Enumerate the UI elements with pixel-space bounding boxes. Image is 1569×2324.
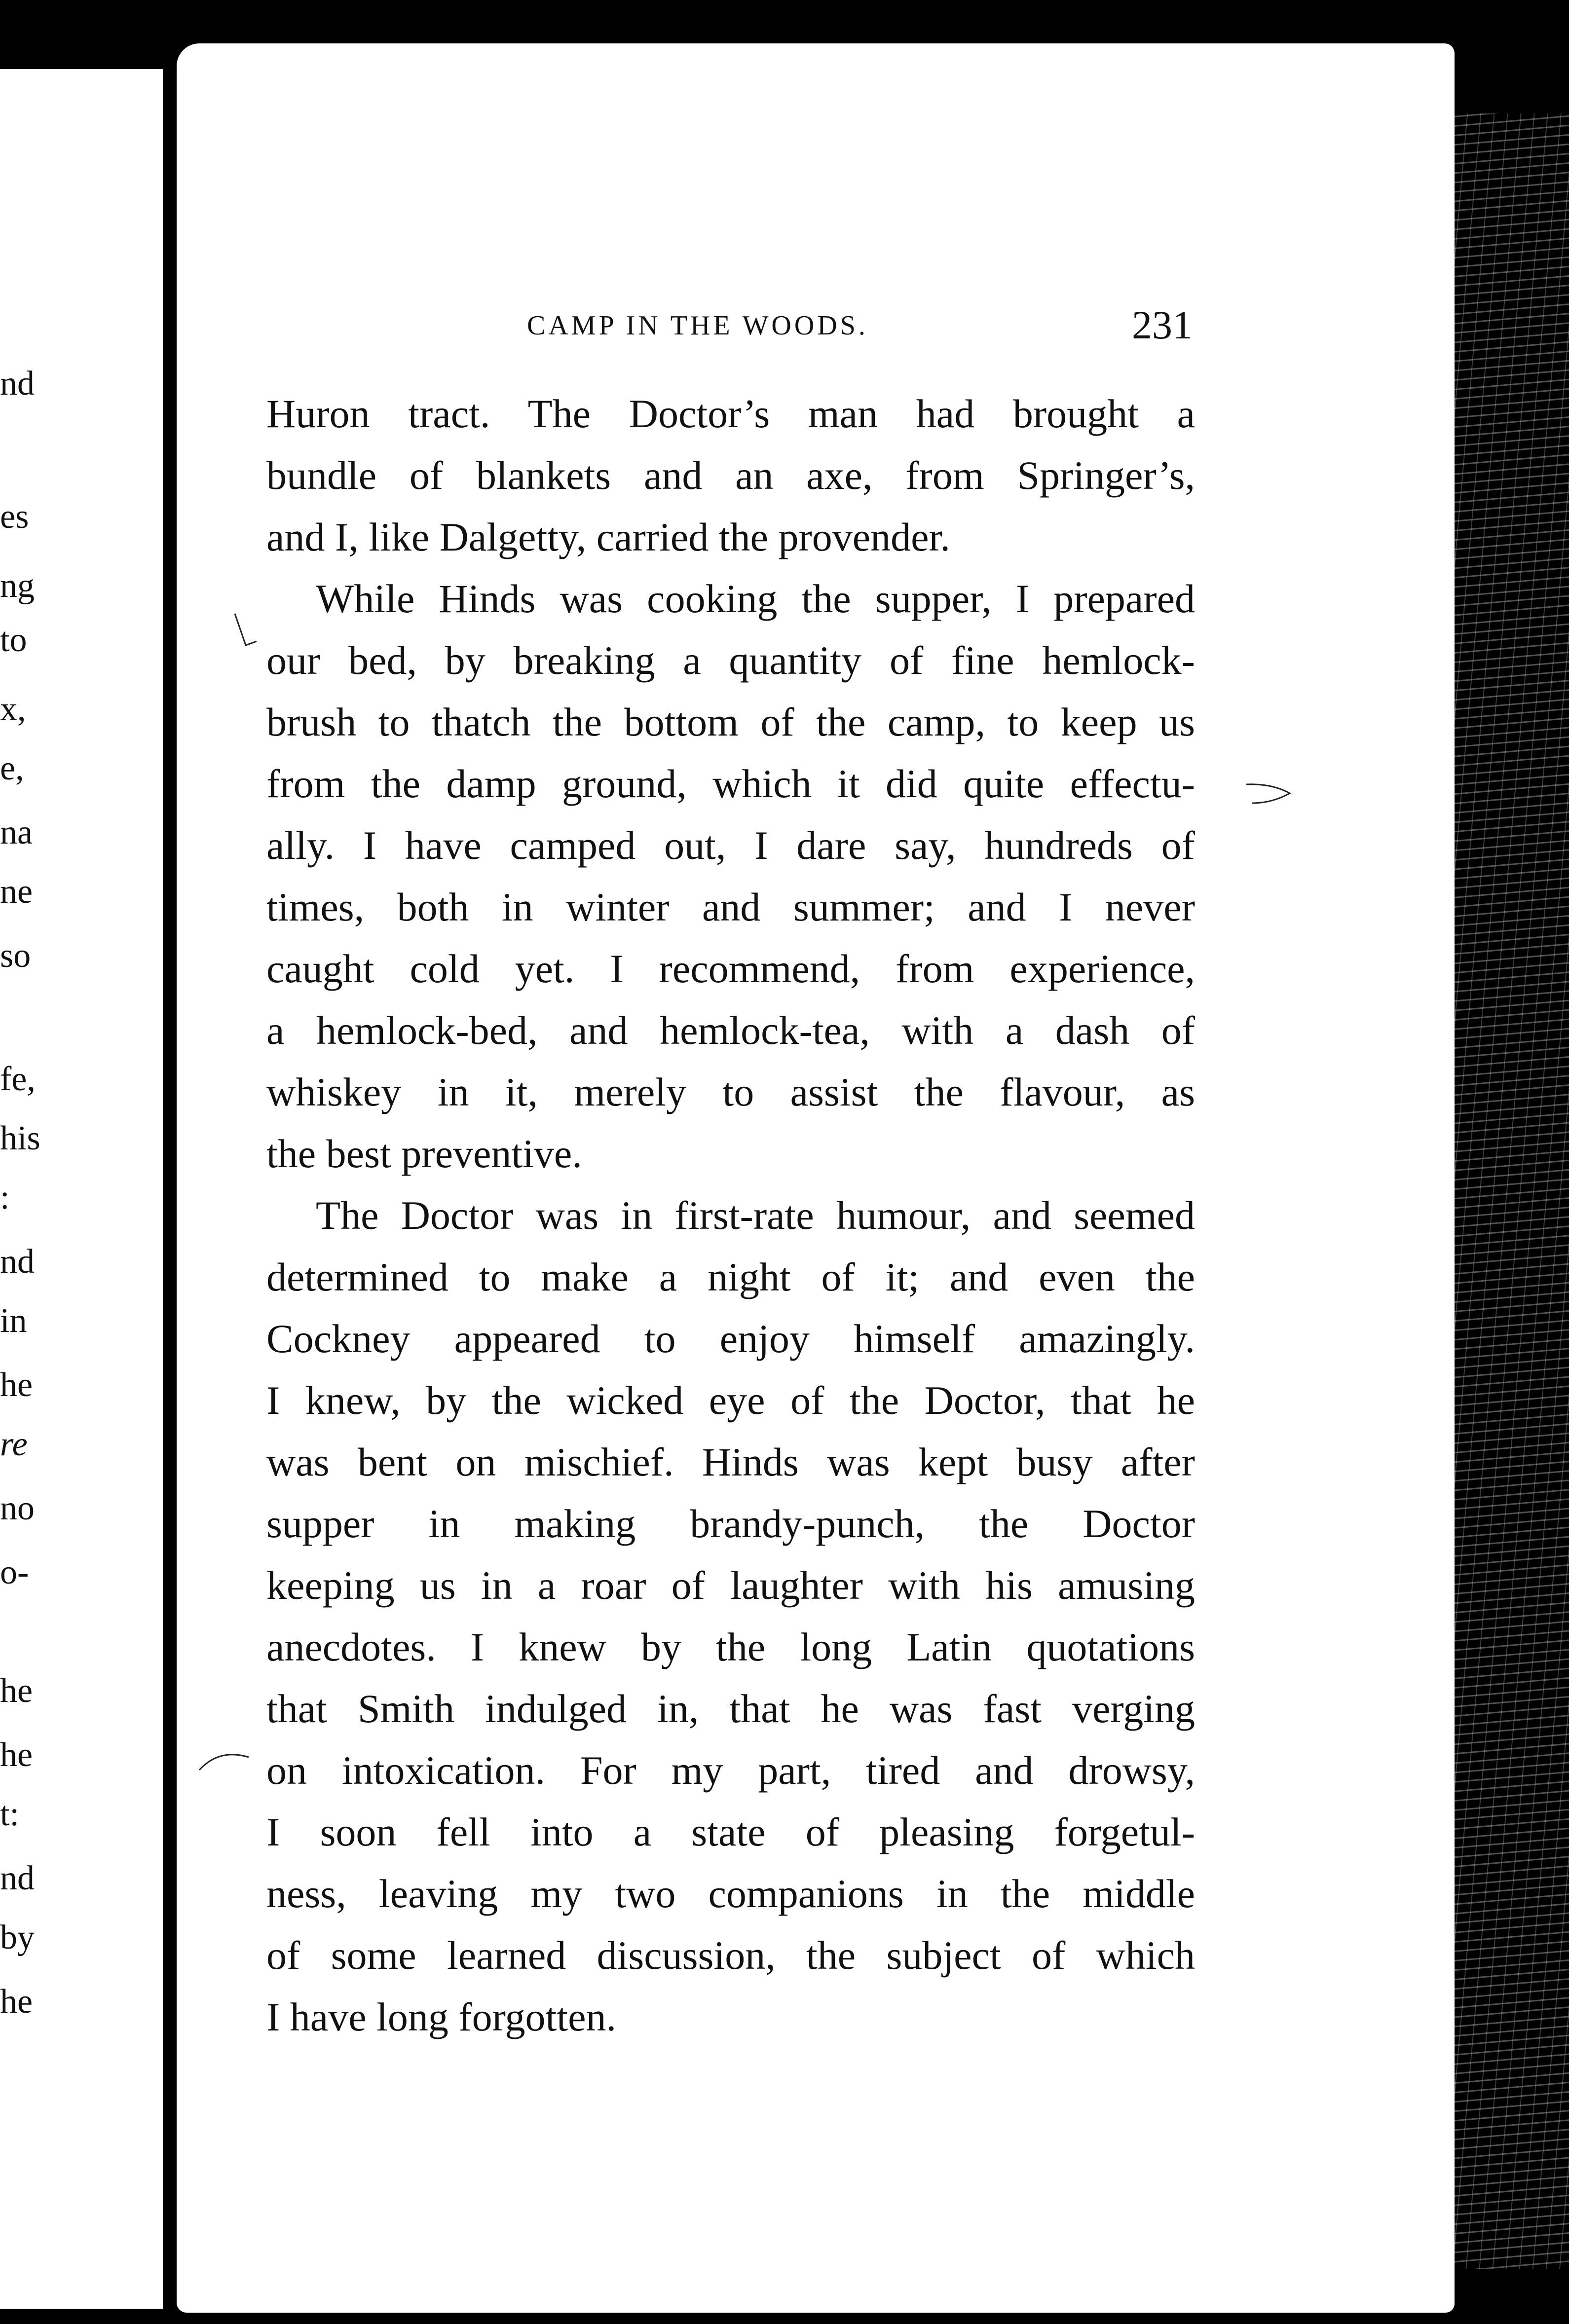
facing-fragment: na [0,813,33,851]
facing-fragment: so [0,937,31,975]
facing-fragment: in [0,1302,27,1340]
facing-page-strip [0,69,163,2309]
pencil-bracket-mark-icon [194,1750,254,1780]
running-head-title: CAMP IN THE WOODS. [527,310,868,341]
facing-fragment: es [0,498,29,536]
facing-page-fragments [0,69,163,2309]
pencil-arrow-mark-icon [1242,778,1297,813]
text-line: supper in making brandy-punch, the Doctor [266,1501,1195,1546]
facing-fragment: nd [0,1859,35,1897]
text-line: ness, leaving my two companions in the middle [266,1871,1195,1916]
facing-fragment: he [0,1672,33,1710]
body-text [266,383,1195,2048]
text-line: the best preventive. [266,1131,582,1176]
text-line: on intoxication. For my part, tired and drowsy, [266,1748,1195,1793]
text-line: and I, like Dalgetty, carried the provender. [266,515,950,559]
text-line: that Smith indulged in, that he was fast verging [266,1686,1195,1731]
facing-fragment: fe, [0,1060,36,1098]
text-line: of some learned discussion, the subject of which [266,1933,1195,1978]
facing-fragment: by [0,1918,35,1956]
page-number: 231 [1132,302,1193,347]
text-line: I have long forgotten. [266,1994,616,2039]
facing-fragment: his [0,1119,40,1157]
facing-fragment: x, [0,690,26,728]
facing-fragment: t: [0,1795,19,1833]
text-line: determined to make a night of it; and even the [266,1254,1195,1299]
text-line: our bed, by breaking a quantity of fine hemlock- [266,638,1195,683]
book-page [177,43,1455,2313]
text-line: caught cold yet. I recommend, from experience, [266,946,1195,991]
facing-fragment: ng [0,567,35,605]
facing-fragment: he [0,1736,33,1774]
facing-fragment: to [0,621,27,659]
text-line: whiskey in it, merely to assist the flavour, as [266,1070,1195,1114]
text-line: anecdotes. I knew by the long Latin quotations [266,1624,1195,1669]
text-line: I soon fell into a state of pleasing forgetul- [266,1809,1195,1854]
facing-fragment: nd [0,1243,35,1281]
text-line: I knew, by the wicked eye of the Doctor, that he [266,1378,1195,1423]
text-line: a hemlock-bed, and hemlock-tea, with a dash of [266,1008,1195,1053]
text-line: from the damp ground, which it did quite effectu- [266,761,1195,806]
text-line: times, both in winter and summer; and I never [266,885,1195,929]
facing-fragment: e, [0,749,24,787]
facing-fragment: no [0,1489,35,1527]
text-line: Huron tract. The Doctor’s man had brought a [266,391,1195,436]
text-line: ally. I have camped out, I dare say, hundreds of [266,823,1195,868]
text-line: Cockney appeared to enjoy himself amazingly. [266,1316,1195,1361]
facing-fragment: re [0,1425,28,1463]
facing-fragment: nd [0,365,35,403]
facing-fragment: o- [0,1553,29,1591]
facing-fragment: ne [0,873,33,911]
facing-fragment: he [0,1983,33,2021]
pencil-tick-mark-icon [231,611,261,650]
facing-fragment: : [0,1179,10,1217]
text-line: keeping us in a roar of laughter with his amusing [266,1563,1195,1608]
paragraph-first-line: While Hinds was cooking the supper, I prepared [316,576,1195,621]
facing-fragment: he [0,1366,33,1404]
running-head [177,302,1455,354]
paragraph-first-line: The Doctor was in first-rate humour, and seemed [316,1193,1195,1238]
text-line: brush to thatch the bottom of the camp, to keep us [266,700,1195,744]
text-line: was bent on mischief. Hinds was kept busy after [266,1439,1195,1484]
scan-edge-noise [1448,113,1569,2269]
text-line: bundle of blankets and an axe, from Springer’s, [266,453,1195,498]
